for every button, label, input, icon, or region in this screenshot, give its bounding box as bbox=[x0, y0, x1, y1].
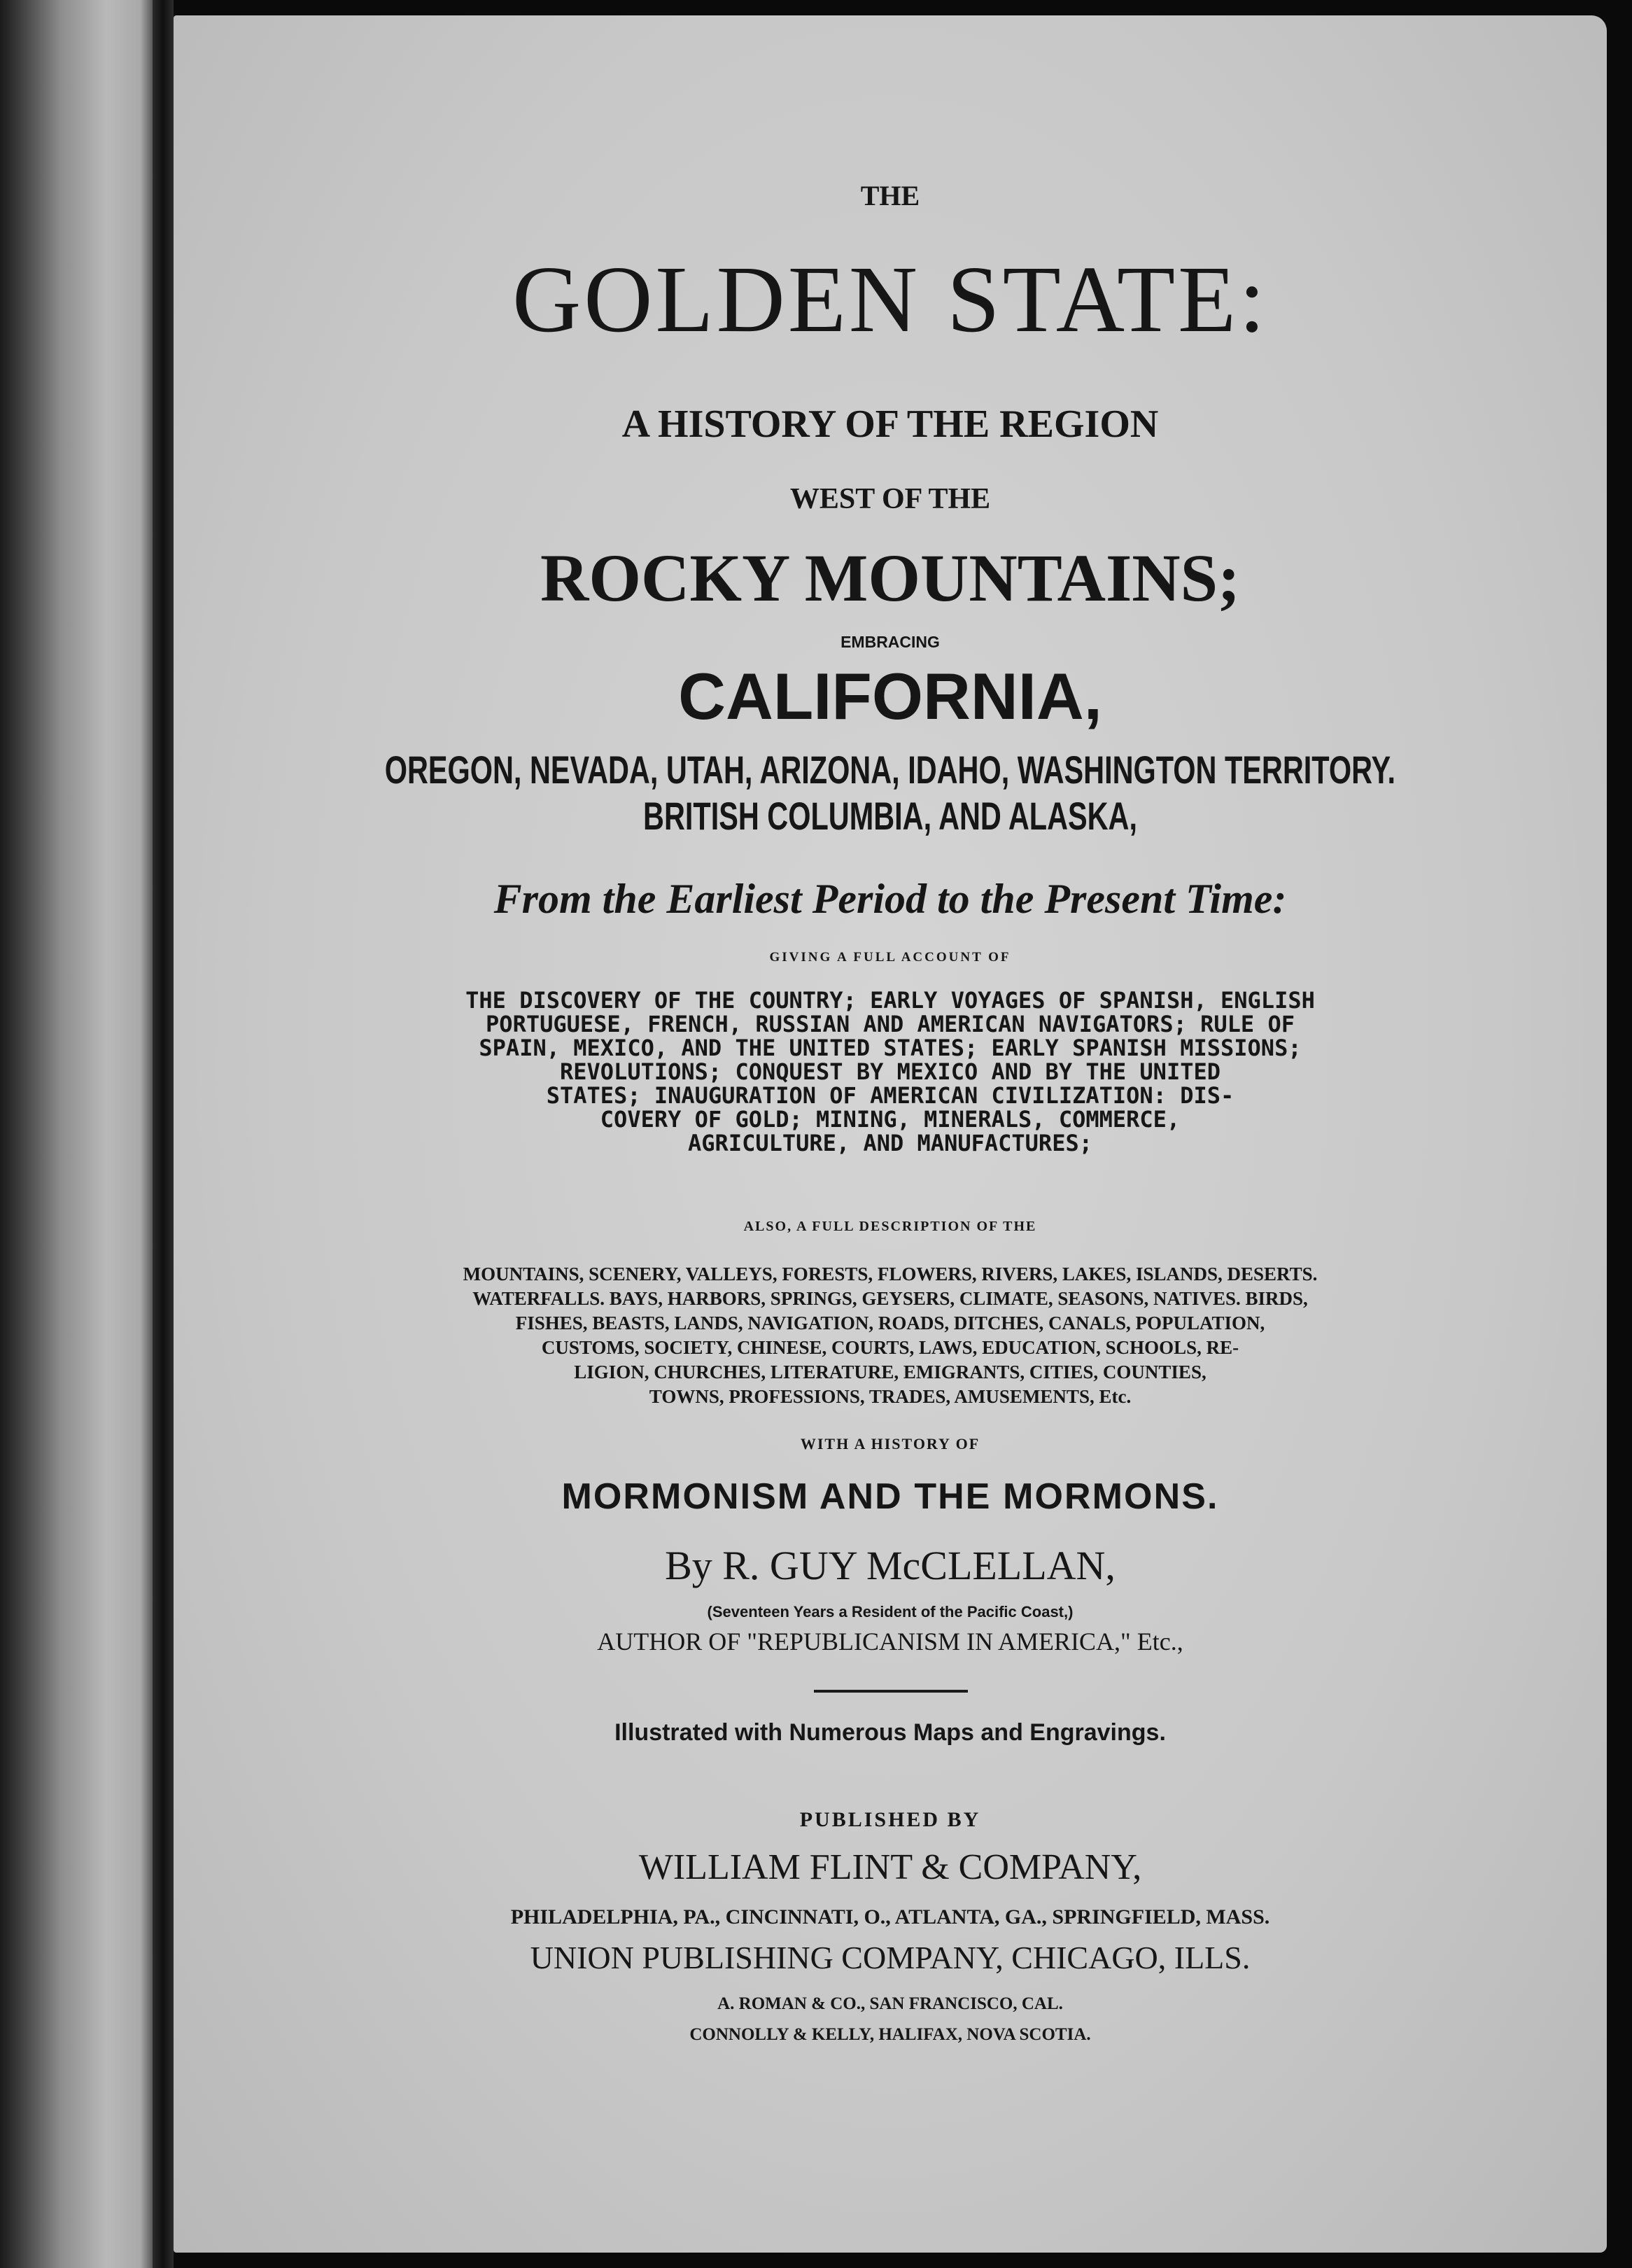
author-note: (Seventeen Years a Resident of the Pacific Coast,) bbox=[707, 1603, 1074, 1620]
account-line: COVERY OF GOLD; MINING, MINERALS, COMMERCE, bbox=[600, 1106, 1181, 1133]
account-line: REVOLUTIONS; CONQUEST BY MEXICO AND BY THE UNITED bbox=[559, 1058, 1221, 1085]
account-line: SPAIN, MEXICO, AND THE UNITED STATES; EARLY SPANISH MISSIONS; bbox=[479, 1035, 1302, 1061]
published-by-label: PUBLISHED BY bbox=[799, 1808, 981, 1831]
subtitle-line-1: A HISTORY OF THE REGION bbox=[621, 402, 1159, 446]
description-line: WATERFALLS. BAYS, HARBORS, SPRINGS, GEYSERS, CLIMATE, SEASONS, NATIVES. BIRDS, bbox=[472, 1288, 1308, 1309]
mormonism-heading: MORMONISM AND THE MORMONS. bbox=[561, 1476, 1219, 1517]
agent-line-1: A. ROMAN & CO., SAN FRANCISCO, CAL. bbox=[717, 1994, 1063, 2013]
book-title: GOLDEN STATE: bbox=[512, 247, 1268, 352]
territories-line-1: OREGON, NEVADA, UTAH, ARIZONA, IDAHO, WASHINGTON TERRITORY. bbox=[384, 748, 1396, 792]
account-line: AGRICULTURE, AND MANUFACTURES; bbox=[688, 1130, 1092, 1156]
title-page bbox=[174, 15, 1607, 2253]
illustrated-line: Illustrated with Numerous Maps and Engravings. bbox=[614, 1719, 1166, 1746]
subtitle-line-2: WEST OF THE bbox=[789, 483, 991, 515]
author-line: By R. GUY McCLELLAN, bbox=[665, 1543, 1116, 1588]
description-line: MOUNTAINS, SCENERY, VALLEYS, FORESTS, FLOWERS, RIVERS, LAKES, ISLANDS, DESERTS. bbox=[463, 1264, 1318, 1284]
co-publisher: UNION PUBLISHING COMPANY, CHICAGO, ILLS. bbox=[530, 1940, 1251, 1975]
period-line: From the Earliest Period to the Present Time: bbox=[493, 876, 1287, 922]
description-line: FISHES, BEASTS, LANDS, NAVIGATION, ROADS, DITCHES, CANALS, POPULATION, bbox=[515, 1312, 1265, 1334]
description-line: TOWNS, PROFESSIONS, TRADES, AMUSEMENTS, Etc. bbox=[649, 1386, 1132, 1407]
territories-line-2: BRITISH COLUMBIA, AND ALASKA, bbox=[643, 794, 1137, 838]
author-of-line: AUTHOR OF "REPUBLICANISM IN AMERICA," Etc., bbox=[597, 1628, 1183, 1656]
region-heading: ROCKY MOUNTAINS; bbox=[540, 540, 1240, 615]
embracing-label: EMBRACING bbox=[840, 633, 940, 651]
publisher-cities: PHILADELPHIA, PA., CINCINNATI, O., ATLANTA, GA., SPRINGFIELD, MASS. bbox=[510, 1905, 1270, 1928]
book-gutter bbox=[153, 0, 174, 2268]
account-line: STATES; INAUGURATION OF AMERICAN CIVILIZATION: DIS- bbox=[546, 1082, 1234, 1109]
divider-rule bbox=[814, 1690, 968, 1693]
account-line: PORTUGUESE, FRENCH, RUSSIAN AND AMERICAN NAVIGATORS; RULE OF bbox=[486, 1011, 1295, 1037]
agent-line-2: CONNOLLY & KELLY, HALIFAX, NOVA SCOTIA. bbox=[689, 2025, 1091, 2044]
facing-page-edge bbox=[0, 0, 153, 2268]
account-line: THE DISCOVERY OF THE COUNTRY; EARLY VOYAGES OF SPANISH, ENGLISH bbox=[465, 987, 1315, 1014]
description-line: LIGION, CHURCHES, LITERATURE, EMIGRANTS, CITIES, COUNTIES, bbox=[574, 1362, 1207, 1382]
with-history-label: WITH A HISTORY OF bbox=[800, 1435, 980, 1452]
publisher-name: WILLIAM FLINT & COMPANY, bbox=[638, 1847, 1142, 1887]
state-heading: CALIFORNIA, bbox=[678, 659, 1102, 733]
giving-label: GIVING A FULL ACCOUNT OF bbox=[769, 950, 1011, 965]
description-line: CUSTOMS, SOCIETY, CHINESE, COURTS, LAWS, EDUCATION, SCHOOLS, RE- bbox=[541, 1337, 1239, 1358]
also-label: ALSO, A FULL DESCRIPTION OF THE bbox=[743, 1219, 1037, 1234]
title-article: THE bbox=[860, 180, 920, 211]
